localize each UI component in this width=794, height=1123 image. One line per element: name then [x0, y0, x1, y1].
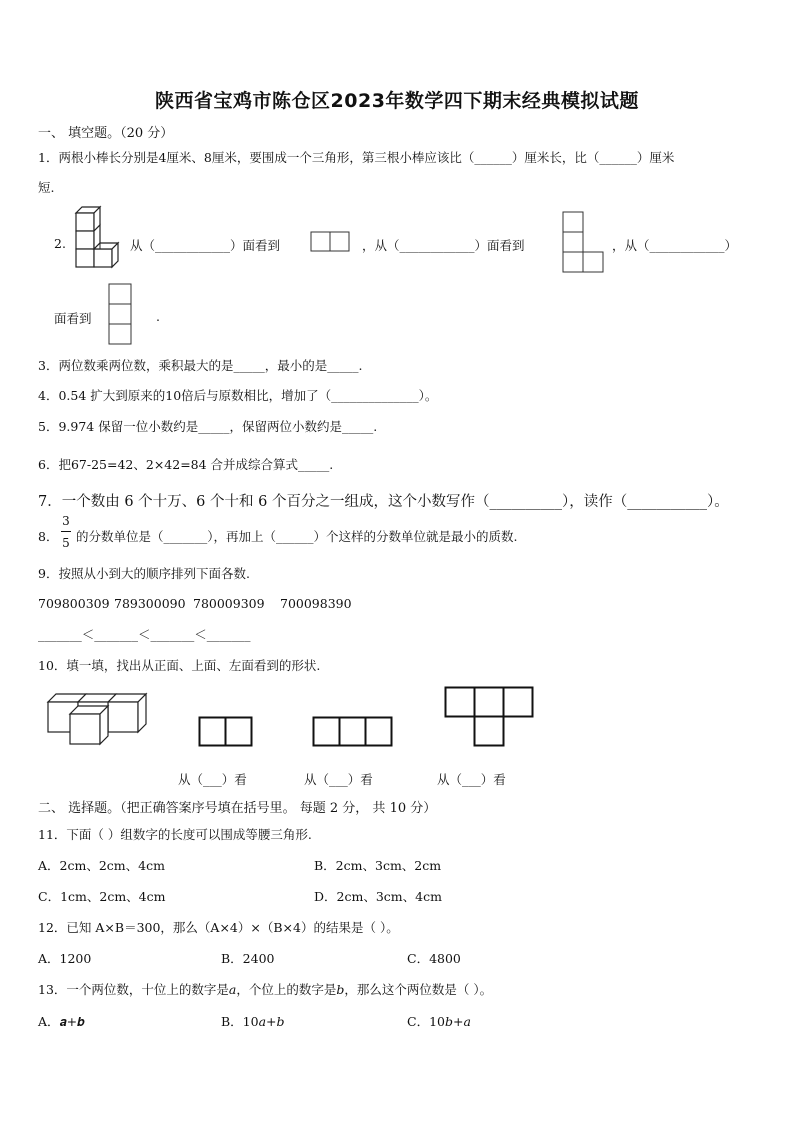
q11-option-b: B．2cm、3cm、2cm: [314, 858, 442, 873]
q9-number-4: 700098390: [280, 596, 352, 611]
q10-label-2: 从（___）看: [304, 772, 373, 787]
view-l-shape: [562, 211, 606, 275]
question-3: 3．两位数乘两位数，乘积最大的是_____，最小的是_____.: [38, 358, 363, 373]
question-10: 10．填一填，找出从正面、上面、左面看到的形状.: [38, 658, 321, 673]
question-2-tail: 面看到: [54, 311, 92, 326]
question-11: 11．下面（ ）组数字的长度可以围成等腰三角形.: [38, 827, 312, 842]
cube-stack-figure: [72, 205, 124, 277]
q11-option-c: C．1cm、2cm、4cm: [38, 889, 166, 904]
q9-blank-row: _______＜_______＜_______＜_______: [38, 627, 251, 642]
question-2-from-1: 从（____________）面看到: [130, 238, 281, 253]
q11-option-d: D．2cm、3cm、4cm: [314, 889, 442, 904]
q9-number-2: 789300090: [114, 596, 186, 611]
question-2-dot: .: [156, 309, 160, 324]
fraction-denominator: 5: [62, 536, 70, 550]
question-8-number: 8．: [38, 529, 59, 544]
question-4: 4．0.54 扩大到原来的10倍后与原数相比，增加了（______________）。: [38, 388, 438, 403]
question-8-text: 的分数单位是（_______），再加上（______）个这样的分数单位就是最小的质数.: [76, 529, 518, 544]
question-12: 12．已知 A×B＝300，那么（A×4）×（B×4）的结果是（ ）。: [38, 920, 399, 935]
q10-view-two: [198, 716, 256, 748]
q12-option-b: B．2400: [221, 951, 275, 966]
q12-option-a: A．1200: [38, 951, 92, 966]
q10-cube-figure: [44, 690, 164, 748]
question-1-line-1: 1．两根小棒长分别是4厘米、8厘米，要围成一个三角形，第三根小棒应该比（______）厘米长，比（______）厘米: [38, 150, 675, 165]
fraction-bar: [61, 531, 71, 532]
question-2-from-2: ，从（____________）面看到: [362, 238, 525, 253]
q12-option-c: C．4800: [407, 951, 461, 966]
question-1-line-2: 短.: [38, 180, 55, 195]
q10-label-3: 从（___）看: [437, 772, 506, 787]
q10-view-t-shape: [444, 686, 536, 748]
question-7: 7．一个数由 6 个十万、6 个十和 6 个百分之一组成，这个小数写作（__________），读作（___________）。: [38, 494, 729, 510]
view-vertical-column: [108, 283, 134, 347]
q9-number-1: 709800309: [38, 596, 110, 611]
q9-number-3: 780009309: [193, 596, 265, 611]
section-2-heading: 二、 选择题。（把正确答案序号填在括号里。 每题 2 分， 共 10 分）: [38, 801, 437, 816]
q10-label-1: 从（___）看: [178, 772, 247, 787]
question-2-number: 2.: [54, 236, 66, 251]
question-5: 5．9.974 保留一位小数约是_____，保留两位小数约是_____.: [38, 419, 378, 434]
q13-option-b: B．10𝑎+𝑏: [221, 1014, 285, 1029]
q13-option-c: C．10𝑏+𝑎: [407, 1014, 471, 1029]
question-2-from-3: ，从（____________）: [612, 238, 738, 253]
section-1-heading: 一、 填空题。（20 分）: [38, 126, 174, 141]
question-6: 6．把67-25=42、2×42=84 合并成综合算式_____.: [38, 457, 334, 472]
q13-option-a: A．𝒂+𝒃: [38, 1014, 85, 1029]
view-two-squares: [310, 231, 352, 253]
q10-view-three: [312, 716, 396, 748]
q11-option-a: A．2cm、2cm、4cm: [38, 858, 165, 873]
question-13: 13．一个两位数，十位上的数字是𝑎，个位上的数字是𝑏，那么这个两位数是（ ）。: [38, 982, 493, 997]
page-title: 陕西省宝鸡市陈仓区2023年数学四下期末经典模拟试题: [155, 90, 639, 112]
question-9: 9．按照从小到大的顺序排列下面各数.: [38, 566, 250, 581]
fraction-numerator: 3: [62, 514, 70, 528]
